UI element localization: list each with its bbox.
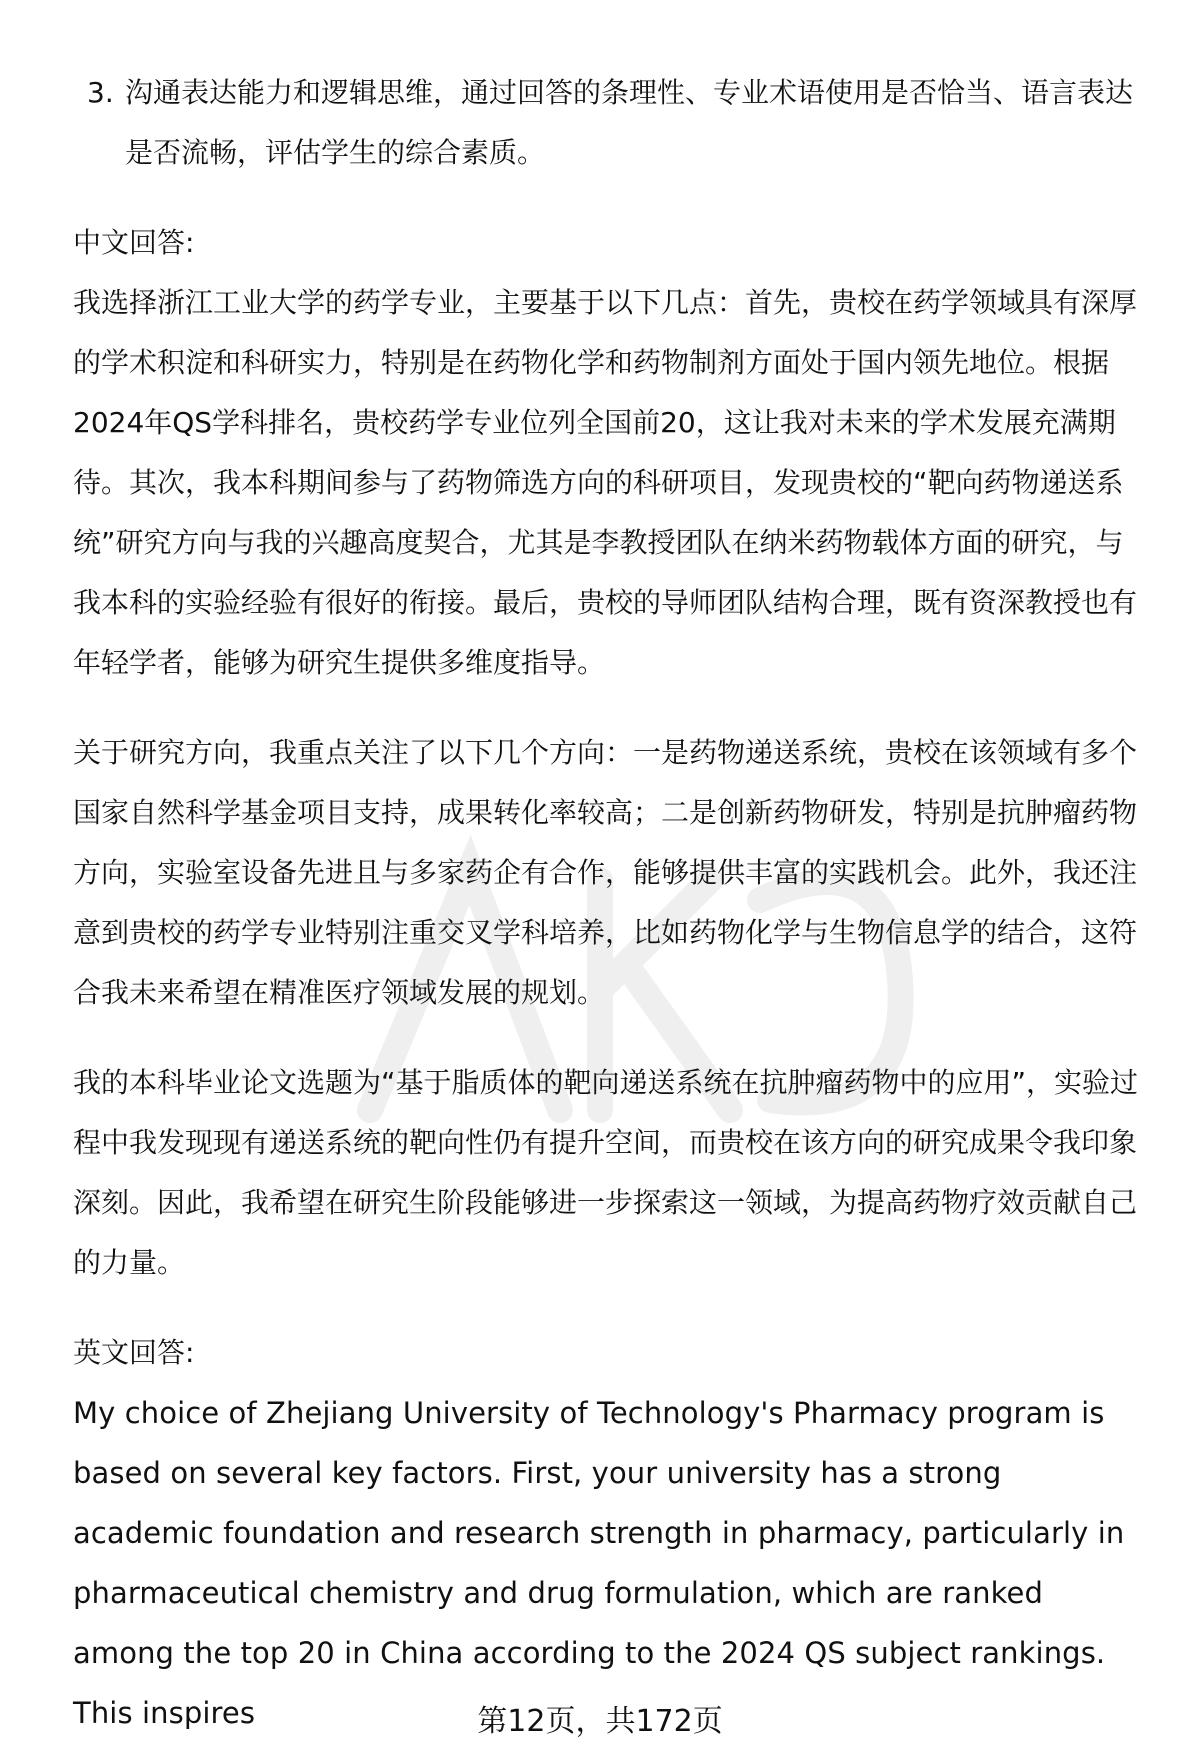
chinese-paragraph-3: 我的本科毕业论文选题为“基于脂质体的靶向递送系统在抗肿瘤药物中的应用”，实验过程中我发现现有递送系统的靶向性仍有提升空间，而贵校在该方向的研究成果令我印象深刻。因此，我希望在研究生阶段能够进一步探索这一领域，为提高药物疗效贡献自己的力量。 — [73, 1066, 1139, 1279]
chinese-answer-label: 中文回答: — [73, 226, 195, 259]
list-number: 3. — [87, 76, 114, 109]
document-content — [73, 63, 1143, 1743]
page-number-footer: 第12页，共172页 — [477, 1704, 723, 1739]
list-item-3 — [73, 63, 1143, 183]
chinese-paragraph-1: 我选择浙江工业大学的药学专业，主要基于以下几点：首先，贵校在药学领域具有深厚的学术积淀和科研实力，特别是在药物化学和药物制剂方面处于国内领先地位。根据2024年QS学科排名，贵校药学专业位列全国前20，这让我对未来的学术发展充满期待。其次，我本科期间参与了药物筛选方向的科研项目，发现贵校的“靶向药物递送系统”研究方向与我的兴趣高度契合，尤其是李教授团队在纳米药物载体方面的研究，与我本科的实验经验有很好的衔接。最后，贵校的导师团队结构合理，既有资深教授也有年轻学者，能够为研究生提供多维度指导。 — [73, 286, 1138, 679]
english-paragraph: My choice of Zhejiang University of Technology's Pharmacy program is based on several key factors. First, your university has a strong academic foundation and research strength in pharmacy, particularly in pharmaceutical chemistry and drug formulation, which are ranked among the top 20 in China according to the 2024 QS subject rankings. This inspires — [73, 1396, 1125, 1730]
list-item-text: 沟通表达能力和逻辑思维，通过回答的条理性、专业术语使用是否恰当、语言表达是否流畅，评估学生的综合素质。 — [125, 76, 1134, 169]
chinese-paragraph-2: 关于研究方向，我重点关注了以下几个方向：一是药物递送系统，贵校在该领域有多个国家自然科学基金项目支持，成果转化率较高；二是创新药物研发，特别是抗肿瘤药物方向，实验室设备先进且与多家药企有合作，能够提供丰富的实践机会。此外，我还注意到贵校的药学专业特别注重交叉学科培养，比如药物化学与生物信息学的结合，这符合我未来希望在精准医疗领域发展的规划。 — [73, 736, 1138, 1009]
english-answer-label: 英文回答: — [73, 1336, 195, 1369]
